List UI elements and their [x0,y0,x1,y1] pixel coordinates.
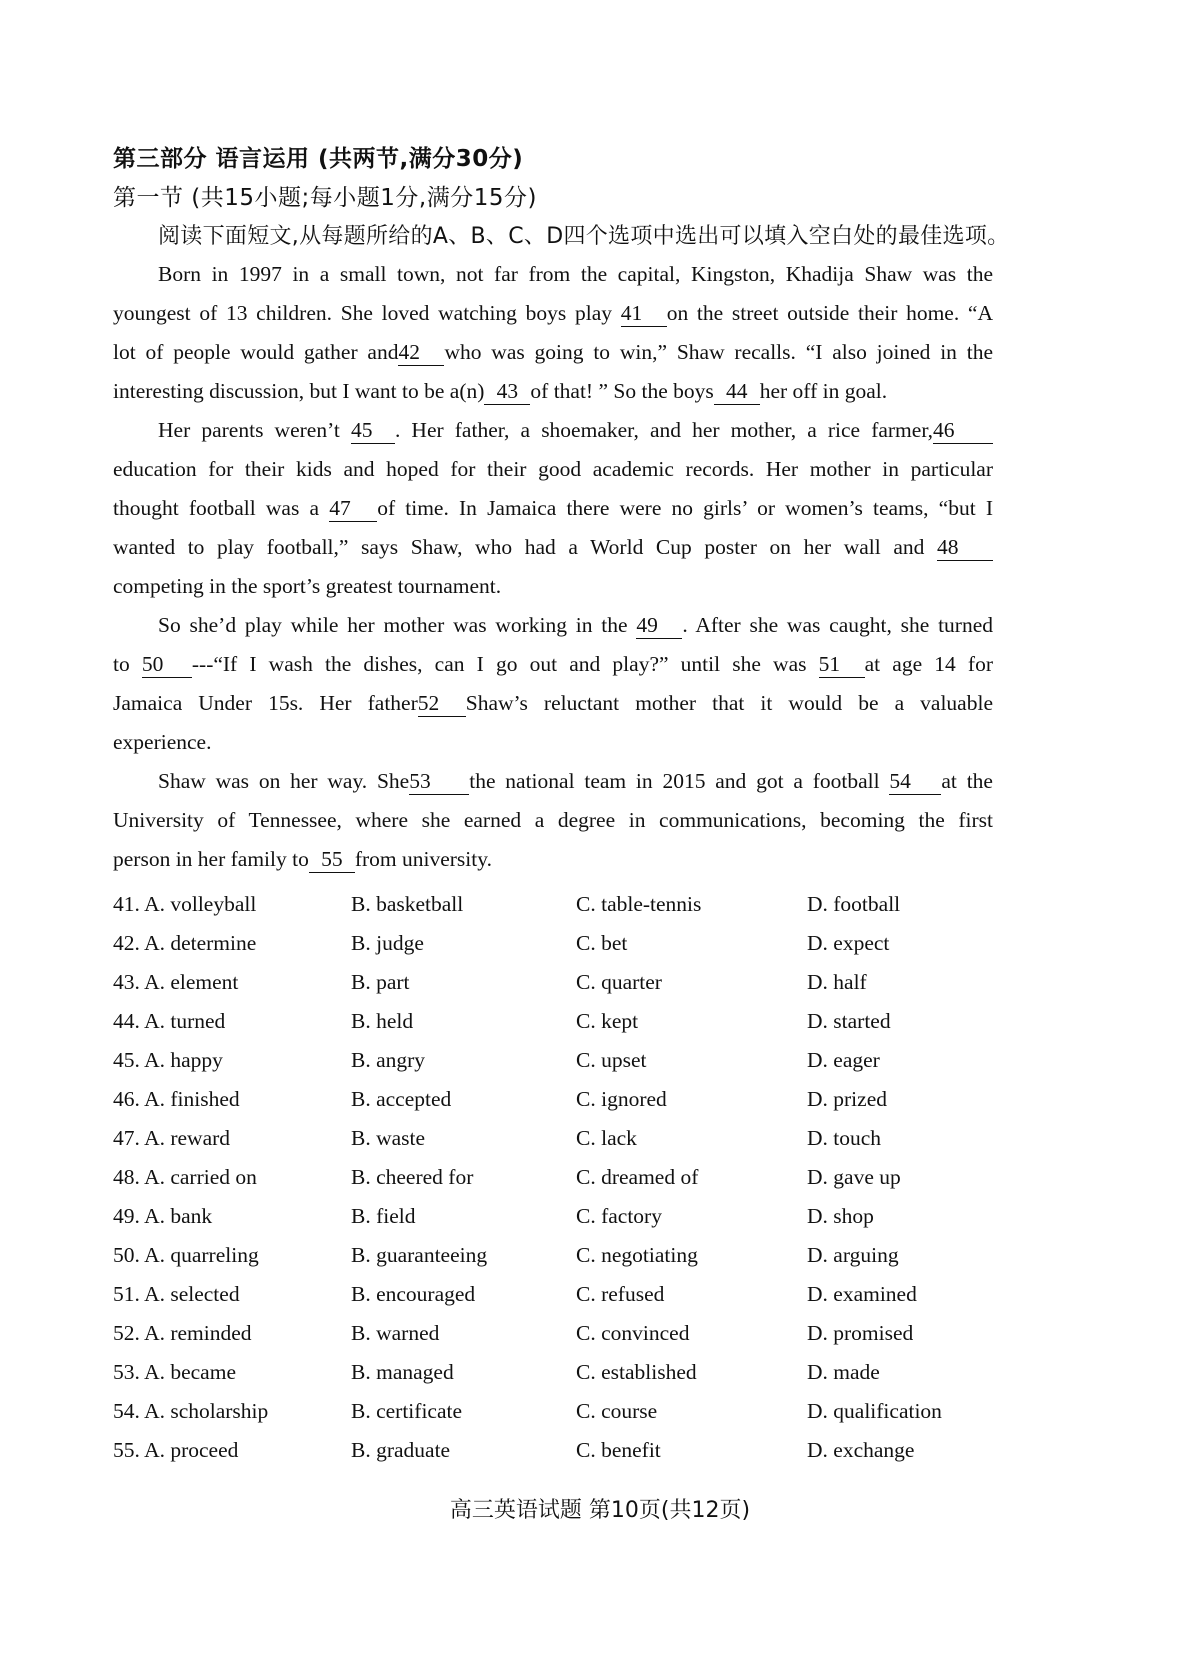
passage-text: experience. [113,730,212,754]
passage-text: interesting discussion, but I want to be a(n) [113,379,485,403]
option-c: C. benefit [576,1438,661,1462]
answer-blank: 55 [309,847,355,873]
answer-blank: 42 [398,340,444,366]
passage-text: education for their kids and hoped for their good academic records. Her mother in particular [113,457,993,481]
option-d: D. exchange [807,1438,915,1462]
option-b: B. cheered for [351,1165,474,1189]
instructions: 阅读下面短文,从每题所给的A、B、C、D四个选项中选出可以填入空白处的最佳选项。 [158,224,1010,249]
option-c: C. convinced [576,1321,690,1345]
option-a: 50. A. quarreling [113,1243,259,1267]
passage-text: youngest of 13 children. She loved watching boys play [113,301,621,325]
passage-line [113,840,993,879]
passage-line [113,372,993,411]
page-footer: 高三英语试题 第10页(共12页) [449,1498,751,1523]
question-row [113,885,993,924]
question-row [113,1314,993,1353]
option-a: 48. A. carried on [113,1165,257,1189]
passage-text: to [113,652,142,676]
passage-line [113,450,993,489]
option-c: C. course [576,1399,658,1423]
option-c: C. negotiating [576,1243,698,1267]
option-b: B. judge [351,931,424,955]
option-a: 41. A. volleyball [113,892,257,916]
option-b: B. field [351,1204,416,1228]
option-d: D. half [807,970,867,994]
option-c: C. dreamed of [576,1165,699,1189]
option-a: 47. A. reward [113,1126,231,1150]
passage-text: University of Tennessee, where she earned a degree in communications, becoming the first [113,808,993,832]
passage-text: of time. In Jamaica there were no girls’ or women’s teams, “but I [377,496,993,520]
option-d: D. started [807,1009,891,1033]
option-c: C. upset [576,1048,647,1072]
option-d: D. examined [807,1282,917,1306]
option-d: D. expect [807,931,890,955]
option-b: B. graduate [351,1438,451,1462]
section-subtitle: 第一节 (共15小题;每小题1分,满分15分) [113,185,537,211]
passage-text: ---“If I wash the dishes, can I go out and play?” until she was [191,652,819,676]
option-b: B. basketball [351,892,464,916]
passage-text: of that! ” So the boys [530,379,714,403]
passage-text: her off in goal. [759,379,888,403]
option-d: D. prized [807,1087,887,1111]
answer-blank: 43 [484,379,530,405]
option-b: B. angry [351,1048,426,1072]
option-c: C. established [576,1360,697,1384]
passage-text: on the street outside their home. “A [666,301,993,325]
answer-blank: 53 [409,769,469,795]
passage-text: . After she was caught, she turned [682,613,993,637]
option-a: 54. A. scholarship [113,1399,269,1423]
passage-line [113,567,993,606]
answer-blank: 54 [889,769,941,795]
option-a: 45. A. happy [113,1048,223,1072]
passage-line [113,645,993,684]
answer-blank: 50 [142,652,192,678]
option-a: 43. A. element [113,970,239,994]
answer-blank: 46 [933,418,993,444]
option-c: C. bet [576,931,628,955]
passage-text: . Her father, a shoemaker, and her mother, a rice farmer, [394,418,933,442]
option-d: D. football [807,892,901,916]
answer-blank: 52 [418,691,466,717]
passage-line [113,411,993,450]
question-row [113,963,993,1002]
question-row [113,1002,993,1041]
question-row [113,1392,993,1431]
option-b: B. guaranteeing [351,1243,488,1267]
answer-options [113,885,993,1470]
question-row [113,924,993,963]
passage-text: at age 14 for [864,652,993,676]
passage-text: So she’d play while her mother was working in the [158,613,637,637]
answer-blank: 49 [636,613,682,639]
question-row [113,1431,993,1470]
option-b: B. accepted [351,1087,452,1111]
option-a: 52. A. reminded [113,1321,252,1345]
question-row [113,1119,993,1158]
option-a: 46. A. finished [113,1087,240,1111]
option-a: 55. A. proceed [113,1438,239,1462]
passage-text: person in her family to [113,847,309,871]
option-b: B. waste [351,1126,426,1150]
option-c: C. factory [576,1204,662,1228]
passage-text: the national team in 2015 and got a football [469,769,890,793]
passage-line [113,723,993,762]
question-row [113,1197,993,1236]
option-c: C. lack [576,1126,637,1150]
option-a: 49. A. bank [113,1204,213,1228]
option-a: 51. A. selected [113,1282,240,1306]
option-a: 53. A. became [113,1360,236,1384]
answer-blank: 51 [819,652,865,678]
passage-text: thought football was a [113,496,330,520]
option-c: C. ignored [576,1087,667,1111]
question-row [113,1353,993,1392]
passage-text: who was going to win,” Shaw recalls. “I also joined in the [444,340,993,364]
option-c: C. quarter [576,970,662,994]
passage-line [113,684,993,723]
question-row [113,1080,993,1119]
passage-text: Her parents weren’t [158,418,351,442]
passage-text: Shaw’s reluctant mother that it would be a valuable [465,691,993,715]
option-d: D. eager [807,1048,880,1072]
option-d: D. qualification [807,1399,942,1423]
answer-blank: 47 [329,496,377,522]
passage-line [113,801,993,840]
option-a: 44. A. turned [113,1009,226,1033]
passage-text: Born in 1997 in a small town, not far from the capital, Kingston, Khadija Shaw was the [158,262,993,286]
passage-text: wanted to play football,” says Shaw, who had a World Cup poster on her wall and [113,535,937,559]
section-title: 第三部分 语言运用 (共两节,满分30分) [113,146,524,172]
option-b: B. certificate [351,1399,463,1423]
option-c: C. kept [576,1009,639,1033]
passage-text: lot of people would gather and [113,340,399,364]
option-b: B. held [351,1009,414,1033]
option-b: B. warned [351,1321,440,1345]
option-b: B. encouraged [351,1282,476,1306]
answer-blank: 45 [351,418,395,444]
option-d: D. promised [807,1321,914,1345]
option-b: B. managed [351,1360,454,1384]
answer-blank: 48 [937,535,993,561]
passage-line [113,762,993,801]
option-d: D. made [807,1360,880,1384]
passage-text: competing in the sport’s greatest tournament. [113,574,502,598]
passage-text: Jamaica Under 15s. Her father [113,691,418,715]
answer-blank: 41 [621,301,667,327]
passage-line [113,255,993,294]
question-row [113,1158,993,1197]
passage-line [113,489,993,528]
question-row [113,1236,993,1275]
option-c: C. refused [576,1282,665,1306]
passage [113,255,993,879]
passage-text: Shaw was on her way. She [158,769,410,793]
question-row [113,1041,993,1080]
option-d: D. gave up [807,1165,901,1189]
passage-line [113,528,993,567]
passage-line [113,333,993,372]
option-d: D. touch [807,1126,882,1150]
passage-line [113,294,993,333]
option-d: D. shop [807,1204,874,1228]
passage-text: from university. [354,847,492,871]
option-c: C. table-tennis [576,892,702,916]
option-d: D. arguing [807,1243,899,1267]
option-b: B. part [351,970,410,994]
option-a: 42. A. determine [113,931,257,955]
passage-text: at the [941,769,993,793]
passage-line [113,606,993,645]
question-row [113,1275,993,1314]
answer-blank: 44 [714,379,760,405]
